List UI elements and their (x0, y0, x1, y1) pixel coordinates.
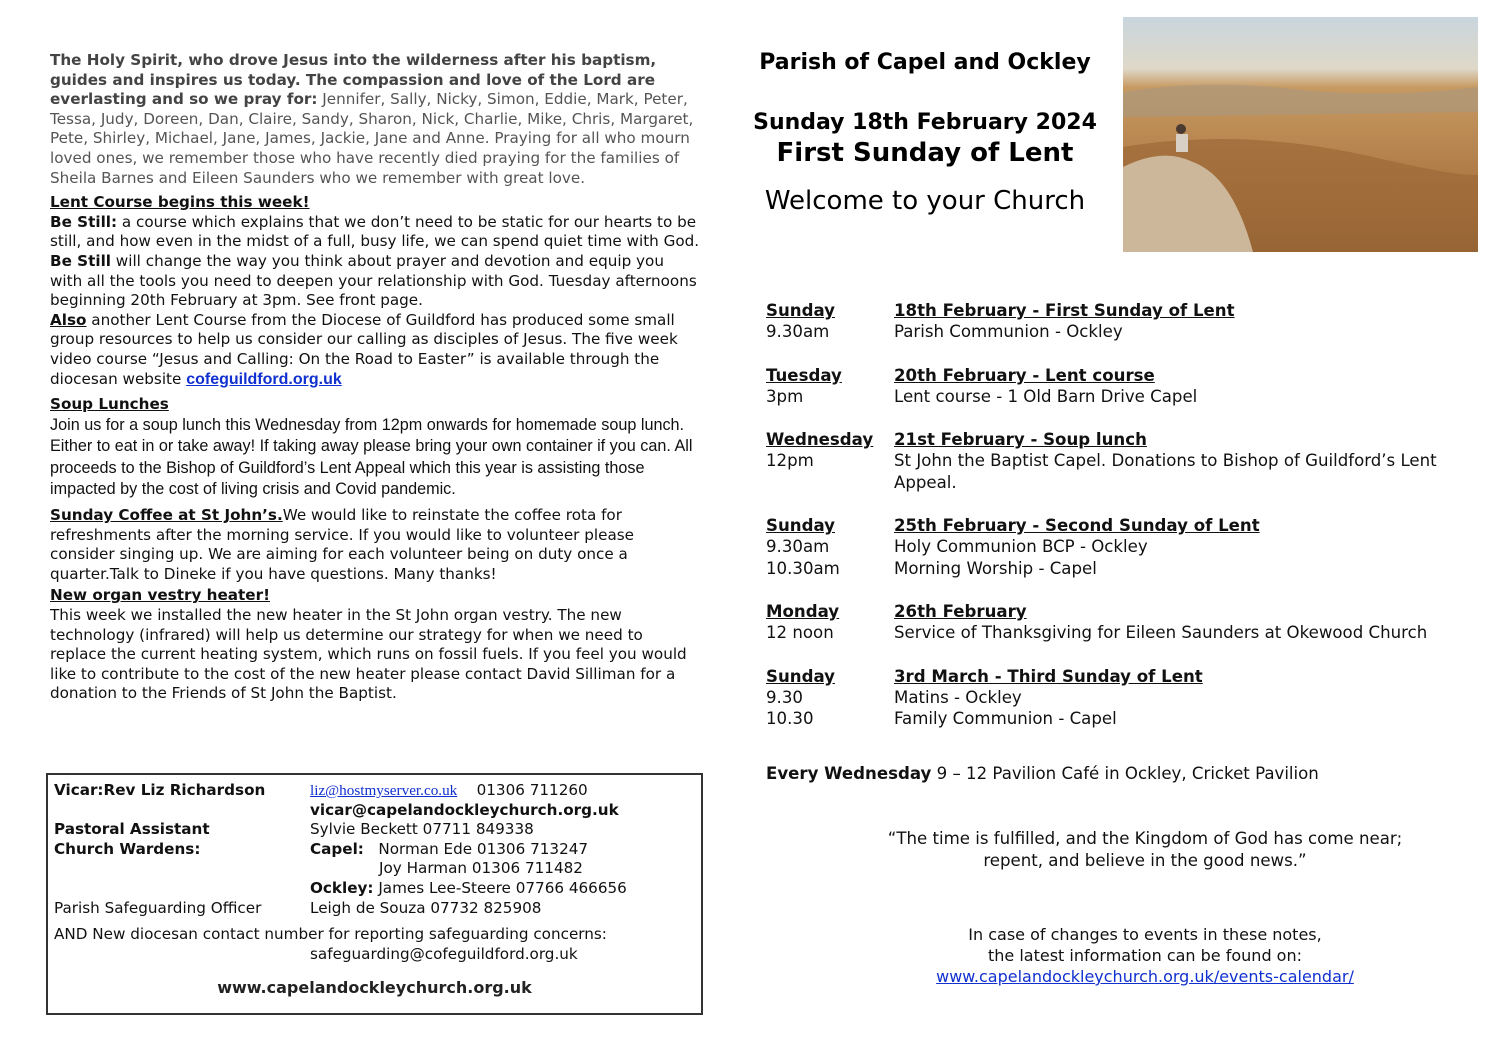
every-wednesday-text: 9 – 12 Pavilion Café in Ockley, Cricket Pavilion (931, 764, 1319, 783)
day-title: 21st February - Soup lunch (894, 430, 1147, 450)
schedule-item (766, 536, 1466, 557)
schedule-day-header (766, 515, 1466, 536)
changes-line-2: the latest information can be found on: (987, 946, 1302, 965)
item-event: Morning Worship - Capel (894, 558, 1097, 578)
scripture-quote (830, 828, 1460, 872)
day-title: 18th February - First Sunday of Lent (894, 301, 1235, 320)
day-title: 25th February - Second Sunday of Lent (894, 516, 1260, 536)
day-title: 20th February - Lent course (894, 365, 1155, 385)
vicar-label: Vicar:Rev Liz Richardson (54, 781, 266, 799)
lent-paragraph (50, 213, 700, 389)
capel-warden-1: Norman Ede 01306 713247 (378, 839, 589, 858)
every-wednesday-label: Every Wednesday (766, 764, 932, 783)
quote-line-1: “The time is fulfilled, and the Kingdom of God has come near; (887, 829, 1403, 848)
lent-heading: Lent Course begins this week! (50, 193, 310, 212)
item-event: Lent course - 1 Old Barn Drive Capel (894, 386, 1198, 406)
schedule-day-header (766, 429, 1466, 450)
schedule-item (766, 450, 1466, 493)
capel-label: Capel: (310, 839, 364, 858)
day-name: Sunday (766, 516, 835, 536)
item-event: Holy Communion BCP - Ockley (894, 537, 1148, 557)
schedule-day-header (766, 365, 1466, 386)
diocesan-email-row (54, 945, 695, 965)
website: www.capelandockleychurch.org.uk (217, 978, 532, 998)
schedule-day (766, 666, 1466, 730)
soup-heading: Soup Lunches (50, 395, 169, 414)
pso-label: Parish Safeguarding Officer (54, 898, 262, 917)
schedule-day (766, 515, 1466, 579)
item-event: St John the Baptist Capel. Donations to Bishop of Guildford’s Lent Appeal. (894, 451, 1437, 492)
day-name: Tuesday (766, 365, 842, 385)
heater-heading: New organ vestry heater! (50, 586, 270, 605)
item-time: 12pm (766, 451, 814, 471)
cofeguildford-link[interactable]: cofeguildford.org.uk (186, 370, 342, 388)
day-name: Monday (766, 601, 840, 621)
vicar-phone: 01306 711260 (476, 781, 588, 799)
schedule-item (766, 687, 1466, 708)
schedule (766, 300, 1466, 751)
schedule-day-header (766, 601, 1466, 622)
schedule-day-header (766, 300, 1466, 321)
every-wednesday (766, 764, 1319, 783)
ockley-row (54, 879, 695, 899)
wilderness-photo (1123, 17, 1478, 252)
pa-row (54, 820, 695, 840)
schedule-item (766, 622, 1466, 643)
capel-warden-2: Joy Harman 01306 711482 (379, 859, 583, 878)
contacts-box (46, 773, 703, 1015)
soup-paragraph: Join us for a soup lunch this Wednesday from 12pm onwards for homemade soup lunch. Either to eat in or take away! If taking away please bring your own container if you can. All proceeds to the Bishop of Guildford’s Lent Appeal which this year is assisting those impacted by the cost of living crisis and Covid pandemic. (50, 415, 693, 499)
prayer-text: Jennifer, Sally, Nicky, Simon, Eddie, Mark, Peter, Tessa, Judy, Doreen, Dan, Claire, Sandy, Sharon, Nick, Charlie, Mike, Chris, Margaret, Pete, Shirley, Michael, Jane, James, Jackie, Jane and Anne. Praying for all who mourn loved ones, we remember those who have recently died praying for the families of Sheila Barnes and Eileen Saunders who we remember with great love. (50, 90, 694, 187)
item-event: Family Communion - Capel (894, 709, 1117, 729)
ockley-label: Ockley: (310, 878, 374, 897)
pso-value: Leigh de Souza 07732 825908 (310, 898, 542, 917)
be-still-2: Be Still (50, 251, 111, 270)
day-name: Sunday (766, 666, 835, 686)
pa-value: Sylvie Beckett 07711 849338 (310, 820, 534, 839)
schedule-day (766, 365, 1466, 408)
capel-row (54, 840, 695, 860)
cw-label: Church Wardens: (54, 839, 201, 858)
schedule-day (766, 601, 1466, 644)
day-name: Wednesday (766, 430, 874, 450)
lent-text-3: another Lent Course from the Diocese of Guildford has produced some small group resources to help us consider our calling as disciples of Jesus. The five week video course “Jesus and Calling: On the Road to Easter” is available through the diocesan website (50, 310, 678, 388)
occasion: First Sunday of Lent (776, 138, 1074, 168)
schedule-item (766, 386, 1466, 407)
item-event: Service of Thanksgiving for Eileen Saunders at Okewood Church (894, 623, 1428, 643)
quote-line-2: repent, and believe in the good news.” (983, 851, 1307, 870)
landscape-illustration (1123, 17, 1478, 252)
lent-text-2: will change the way you think about prayer and devotion and equip you with all the tools you need to deepen your relationship with God. Tuesday afternoons beginning 20th February at 3pm. See front page. (50, 251, 697, 310)
ockley-warden: James Lee-Steere 07766 466656 (378, 878, 627, 897)
schedule-day (766, 300, 1466, 343)
schedule-item (766, 558, 1466, 579)
item-time: 9.30am (766, 322, 830, 342)
day-title: 26th February (894, 601, 1027, 621)
schedule-item (766, 321, 1466, 342)
coffee-text: We would like to reinstate the coffee rota for refreshments after the morning service. If you would like to volunteer please consider singing up. We are aiming for each volunteer being on duty once a quarter.Talk to Dineke if you have questions. Many thanks! (50, 506, 635, 583)
left-column (50, 51, 700, 704)
diocesan-text: AND New diocesan contact number for reporting safeguarding concerns: (54, 925, 607, 944)
changes-notice (880, 924, 1410, 987)
prayer-paragraph (50, 51, 700, 188)
pso-row (54, 899, 695, 919)
also-label: Also (50, 310, 87, 329)
item-time: 3pm (766, 386, 804, 406)
events-calendar-link[interactable]: www.capelandockleychurch.org.uk/events-calendar/ (936, 967, 1354, 986)
diocesan-email: safeguarding@cofeguildford.org.uk (310, 944, 578, 963)
coffee-heading: Sunday Coffee at St John’s. (50, 506, 283, 525)
schedule-day (766, 429, 1466, 493)
item-time: 9.30am (766, 537, 830, 557)
vicar-email2: vicar@capelandockleychurch.org.uk (310, 800, 619, 819)
prayer-intro: The Holy Spirit, who drove Jesus into the wilderness after his baptism, guides and inspires us today. The compassion and love of the Lord are everlasting and so we pray for: (50, 51, 657, 109)
vicar-email-link[interactable]: liz@hostmyserver.co.uk (310, 782, 458, 799)
item-time: 12 noon (766, 623, 834, 643)
day-name: Sunday (766, 301, 835, 320)
item-event: Parish Communion - Ockley (894, 322, 1123, 342)
heater-paragraph: This week we installed the new heater in the St John organ vestry. The new technology (infrared) will help us determine our strategy for when we need to replace the current heating system, which runs on fossil fuels. If you feel you would like to contribute to the cost of the new heater please contact David Silliman for a donation to the Friends of St John the Baptist. (50, 606, 687, 703)
day-title: 3rd March - Third Sunday of Lent (894, 666, 1203, 686)
item-time: 10.30 (766, 709, 814, 729)
schedule-day-header (766, 666, 1466, 687)
vicar-email2-row (54, 801, 695, 821)
item-time: 9.30 (766, 687, 803, 707)
lent-text-1: a course which explains that we don’t need to be static for our hearts to be still, and how even in the midst of a full, busy life, we can spend quiet time with God. (50, 212, 700, 251)
service-date: Sunday 18th February 2024 (753, 110, 1097, 135)
capel-row-2 (54, 859, 695, 879)
item-event: Matins - Ockley (894, 687, 1022, 707)
schedule-item (766, 708, 1466, 729)
vicar-row (54, 781, 695, 801)
be-still-1: Be Still: (50, 212, 118, 231)
coffee-paragraph (50, 506, 700, 584)
changes-line-1: In case of changes to events in these notes, (968, 925, 1322, 944)
item-time: 10.30am (766, 558, 840, 578)
welcome: Welcome to your Church (764, 186, 1086, 216)
pa-label: Pastoral Assistant (54, 820, 210, 839)
parish-title: Parish of Capel and Ockley (759, 50, 1091, 75)
